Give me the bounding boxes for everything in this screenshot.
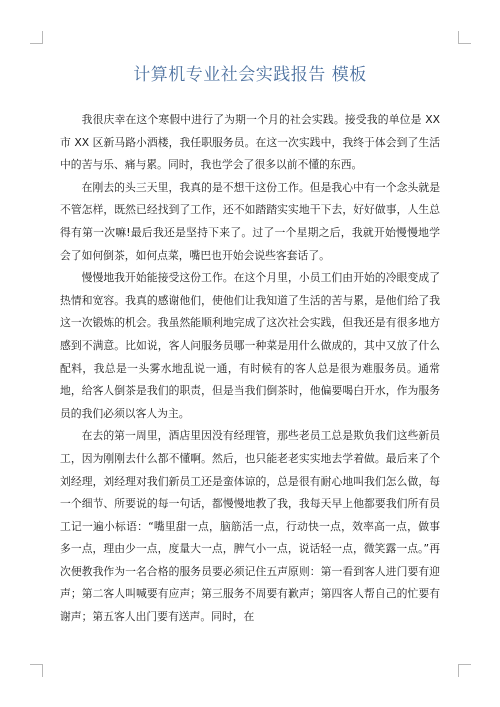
crop-mark-top-right xyxy=(458,31,471,44)
paragraph: 我很庆幸在这个寒假中进行了为期一个月的社会实践。接受我的单位是 XX 市 XX 区新马路小酒楼，我任职服务员。在这一次实践中，我终于体会到了生活中的苦与乐、痛与累。同时，我也学会了很多以前不懂的东西。 xyxy=(60,113,440,172)
crop-mark-top-left xyxy=(30,31,43,44)
crop-mark-bottom-left xyxy=(30,664,43,677)
paragraph: 在刚去的头三天里，我真的是不想干这份工作。但是我心中有一个念头就是不管怎样，既然已经找到了工作，还不如踏踏实实地干下去，好好做事，人生总得有第一次嘛!最后我还是坚持下来了。过了一个星期之后，我就开始慢慢地学会了如何倒茶，如何点菜，嘴巴也开始会说些客套话了。 xyxy=(60,180,440,262)
document-body xyxy=(60,109,440,629)
document-title: 计算机专业社会实践报告 模板 xyxy=(133,65,367,85)
paragraph: 慢慢地我开始能接受这份工作。在这个月里，小员工们由开始的冷眼变成了热情和宽容。我真的感谢他们，使他们让我知道了生活的苦与累，是他们给了我这一次锻炼的机会。我虽然能顺利地完成了这次社会实践，但我还是有很多地方感到不满意。比如说，客人问服务员哪一种菜是用什么做成的，其中又放了什么配料，我总是一头雾水地乱说一通，有时候有的客人总是很为难服务员。通常地，给客人倒茶是我们的职责，但是当我们倒茶时，他偏要喝白开水，作为服务员的我们必须以客人为主。 xyxy=(60,271,440,420)
paragraph: 在去的第一周里，酒店里因没有经理管，那些老员工总是欺负我们这些新员工，因为刚刚去什么都不懂啊。然后，也只能老老实实地去学着做。最后来了个刘经理，刘经理对我们新员工还是蛮体谅的，总是很有耐心地叫我们怎么做，每一个细节、所要说的每一句话，都慢慢地教了我，我每天早上他都要我们所有员工记一遍小标语：“嘴里甜一点，脑筋活一点，行动快一点，效率高一点，做事多一点，理由少一点，度量大一点，脾气小一点，说话轻一点，微笑露一点。”再次便教我作为一名合格的服务员要必须记住五声原则：第一看到客人进门要有迎声；第二客人叫喊要有应声；第三服务不周要有歉声；第四客人帮自己的忙要有谢声；第五客人出门要有送声。同时，在 xyxy=(60,429,440,624)
crop-mark-bottom-right xyxy=(458,664,471,677)
